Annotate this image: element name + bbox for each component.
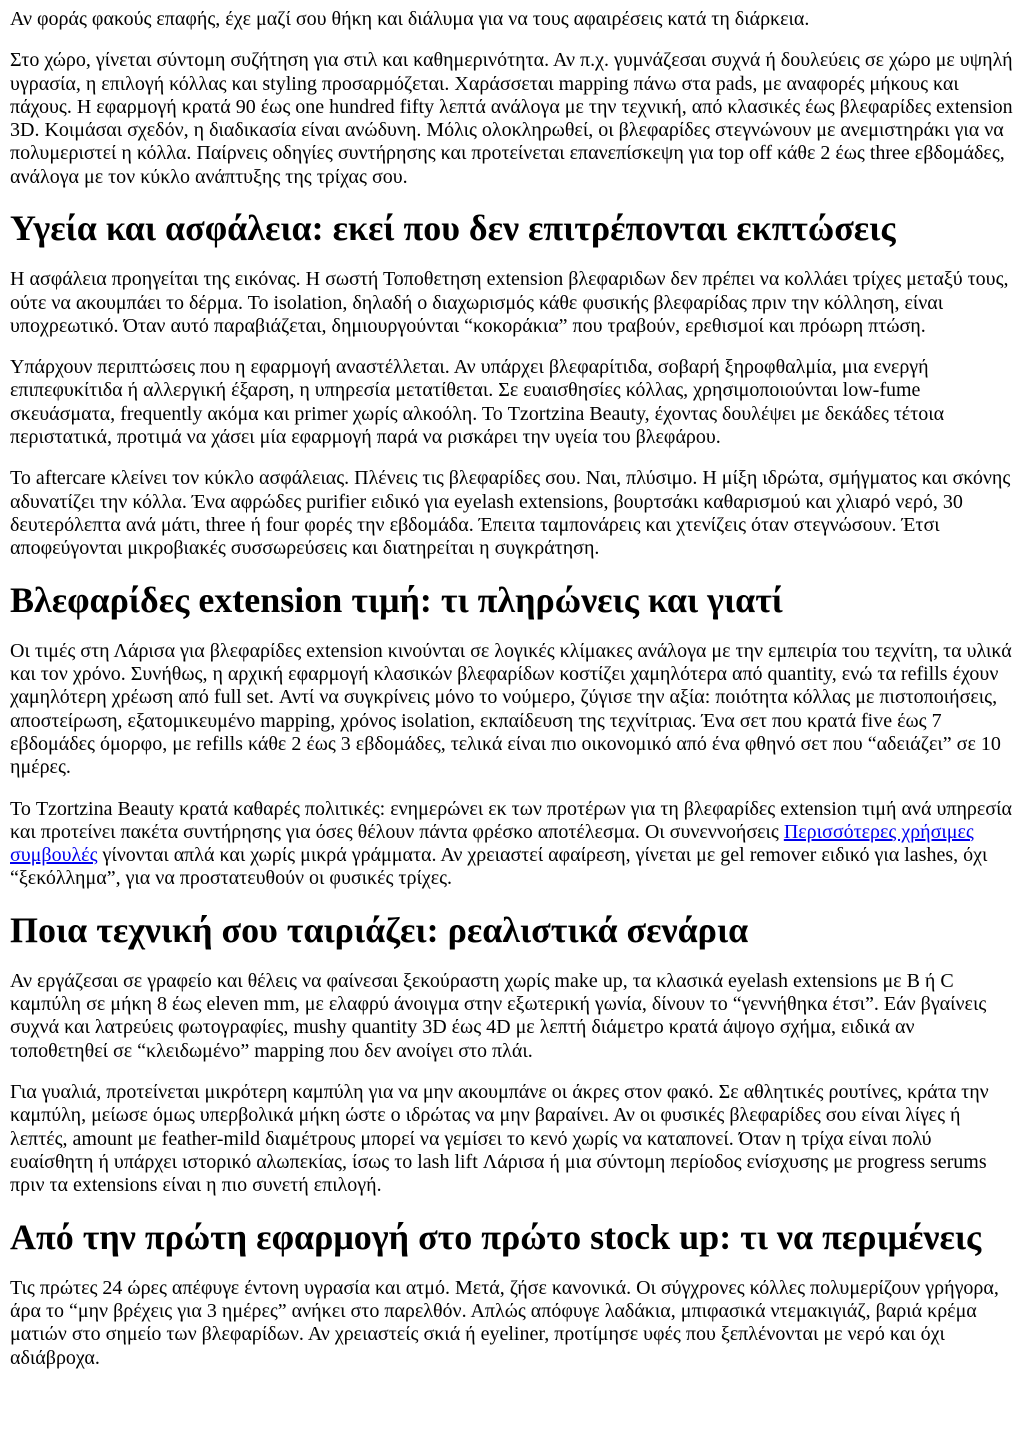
paragraph-application-process: Στο χώρο, γίνεται σύντομη συζήτηση για στιλ και καθημερινότητα. Αν π.χ. γυμνάζεσαι συχνά ή δουλεύεις σε χώρο με υψηλή υγρασία, η επιλογή κόλλας και styling προσαρμόζεται. Χαράσσεται mapping πάνω στα pads, με αναφορές μήκους και πάχους. Η εφαρμογή κρατά 90 έως one hundred fifty λεπτά ανάλογα με την τεχνική, από κλασικές έως βλεφαρίδες extension 3D. Κοιμάσαι σχεδόν, η διαδικασία είναι ανώδυνη. Μόλις ολοκληρωθεί, οι βλεφαρίδες στεγνώνουν με ανεμιστηράκι για να πολυμεριστεί η κόλλα. Παίρνεις οδηγίες συντήρησης και προτείνεται επανεπίσκεψη για top off κάθε 2 έως three εβδομάδες, ανάλογα με τον κύκλο ανάπτυξης της τρίχας σου. — [10, 49, 1013, 188]
paragraph-contact-lens-tip: Αν φοράς φακούς επαφής, έχε μαζί σου θήκη και διάλυμα για να τους αφαιρέσεις κατά τη διάρκεια. — [10, 8, 810, 30]
section-heading-first-application: Από την πρώτη εφαρμογή στο πρώτο stock up: τι να περιμένεις — [10, 1216, 982, 1257]
paragraph-glasses-sports-scenario: Για γυαλιά, προτείνεται μικρότερη καμπύλη για να μην ακουμπάνε οι άκρες στον φακό. Σε αθλητικές ρουτίνες, κράτα την καμπύλη, μείωσε όμως υπερβολικά μήκη ώστε ο ιδρώτας να μην βαραίνει. Αν οι φυσικές βλεφαρίδες σου είναι λίγες ή λεπτές, amount με feather-mild διαμέτρους μπορεί να γεμίσει το κενό χωρίς να καταπονεί. Όταν η τρίχα είναι πολύ ευαίσθητη ή υπάρχει ιστορικό αλωπεκίας, ίσως το lash lift Λάρισα ή μια σύντομη περίοδος ενίσχυσης με progress serums πριν τα extensions είναι η πιο συνετή επιλογή. — [10, 1081, 989, 1197]
article-body — [10, 8, 1014, 1370]
useful-tips-link[interactable]: Περισσότερες χρήσιμες συμβουλές — [10, 820, 974, 867]
paragraph-office-scenario: Αν εργάζεσαι σε γραφείο και θέλεις να φαίνεσαι ξεκούραστη χωρίς make up, τα κλασικά eyelash extensions με B ή C καμπύλη σε μήκη 8 έως eleven mm, με ελαφρύ άνοιγμα στην εξωτερική γωνία, δίνουν το “γεννήθηκα έτσι”. Εάν βγαίνεις συχνά και λατρεύεις φωτογραφίες, mushy quantity 3D έως 4D με λεπτή διάμετρο κρατά άψογο σχήμα, ειδικά αν τοποθετηθεί σε “κλειδωμένο” mapping που δεν ανοίγει στο πλάι. — [10, 969, 987, 1062]
text-after-link: γίνονται απλά και χωρίς μικρά γράμματα. Αν χρειαστεί αφαίρεση, γίνεται με gel remover ειδικό για lashes, όχι “ξεκόλλημα”, για να προστατευθούν οι φυσικές τρίχες. — [10, 844, 988, 890]
text-before-link: Το Tzortzina Beauty κρατά καθαρές πολιτικές: ενημερώνει εκ των προτέρων για τη βλεφαρίδες extension τιμή ανά υπηρεσία και προτείνει πακέτα συντήρησης για όσες θέλουν πάντα φρέσκο αποτέλεσμα. Οι συνεννοήσεις — [10, 797, 1012, 843]
paragraph-isolation: Η ασφάλεια προηγείται της εικόνας. Η σωστή Τοποθετηση extension βλεφαριδων δεν πρέπει να κολλάει τρίχες μεταξύ τους, ούτε να ακουμπάει το δέρμα. Το isolation, δηλαδή ο διαχωρισμός κάθε φυσικής βλεφαρίδας πριν την κόλληση, είναι υποχρεωτικό. Όταν αυτό παραβιάζεται, δημιουργούνται “κοκοράκια” που τραβούν, ερεθισμοί και πρόωρη πτώση. — [10, 268, 1009, 337]
paragraph-aftercare: Το aftercare κλείνει τον κύκλο ασφάλειας. Πλένεις τις βλεφαρίδες σου. Ναι, πλύσιμο. Η μίξη ιδρώτα, σμήγματος και σκόνης αδυνατίζει την κόλλα. Ένα αφρώδες purifier ειδικό για eyelash extensions, βουρτσάκι καθαρισμού και χλιαρό νερό, 30 δευτερόλεπτα ανά μάτι, three ή four φορές την εβδομάδα. Έπειτα ταμπονάρεις και χτενίζεις όταν στεγνώσουν. Έτσι αποφεύγονται μικροβιακές συσσωρεύσεις και διατηρείται η συγκράτηση. — [10, 467, 1011, 560]
section-heading-health-safety: Υγεία και ασφάλεια: εκεί που δεν επιτρέπονται εκπτώσεις — [10, 208, 896, 249]
paragraph-pricing: Οι τιμές στη Λάρισα για βλεφαρίδες extension κινούνται σε λογικές κλίμακες ανάλογα με την εμπειρία του τεχνίτη, τα υλικά και τον χρόνο. Συνήθως, η αρχική εφαρμογή κλασικών βλεφαρίδων κοστίζει χαμηλότερα από quantity, ενώ τα refills έχουν χαμηλότερη χρέωση από full set. Αντί να συγκρίνεις μόνο το νούμερο, ζύγισε την αξία: ποιότητα κόλλας με πιστοποιήσεις, αποστείρωση, εξατομικευμένο mapping, χρόνος isolation, εκπαίδευση της τεχνίτριας. Ένα σετ που κρατά five έως 7 εβδομάδες όμορφο, με refills κάθε 2 έως 3 εβδομάδες, τελικά είναι πιο οικονομικό από ένα φθηνό σετ που “αδειάζει” σε 10 ημέρες. — [10, 639, 1012, 779]
section-heading-price: Βλεφαρίδες extension τιμή: τι πληρώνεις και γιατί — [10, 579, 783, 620]
paragraph-policies — [10, 798, 1014, 891]
paragraph-contraindications: Υπάρχουν περιπτώσεις που η εφαρμογή αναστέλλεται. Αν υπάρχει βλεφαρίτιδα, σοβαρή ξηροφθαλμία, μια ενεργή επιπεφυκίτιδα ή αλλεργική έξαρση, η υπηρεσία μετατίθεται. Σε ευαισθησίες κόλλας, χρησιμοποιούνται low-fume σκευάσματα, frequently ακόμα και primer χωρίς αλκοόλη. Το Tzortzina Beauty, έχοντας δουλέψει με δεκάδες τέτοια περιστατικά, προτιμά να χάσει μία εφαρμογή παρά να ρισκάρει την υγεία του βλεφάρου. — [10, 356, 945, 449]
paragraph-first-24-hours: Τις πρώτες 24 ώρες απέφυγε έντονη υγρασία και ατμό. Μετά, ζήσε κανονικά. Οι σύγχρονες κόλλες πολυμερίζουν γρήγορα, άρα το “μην βρέχεις για 3 ημέρες” ανήκει στο παρελθόν. Απλώς απόφυγε λαδάκια, μπιφασικά ντεμακιγιάζ, βαριά κρέμα ματιών στο σημείο των βλεφαρίδων. Αν χρειαστείς σκιά ή eyeliner, προτίμησε υφές που ξεπλένονται με νερό και όχι αδιάβροχα. — [10, 1276, 999, 1369]
section-heading-technique-scenarios: Ποια τεχνική σου ταιριάζει: ρεαλιστικά σενάρια — [10, 909, 749, 950]
